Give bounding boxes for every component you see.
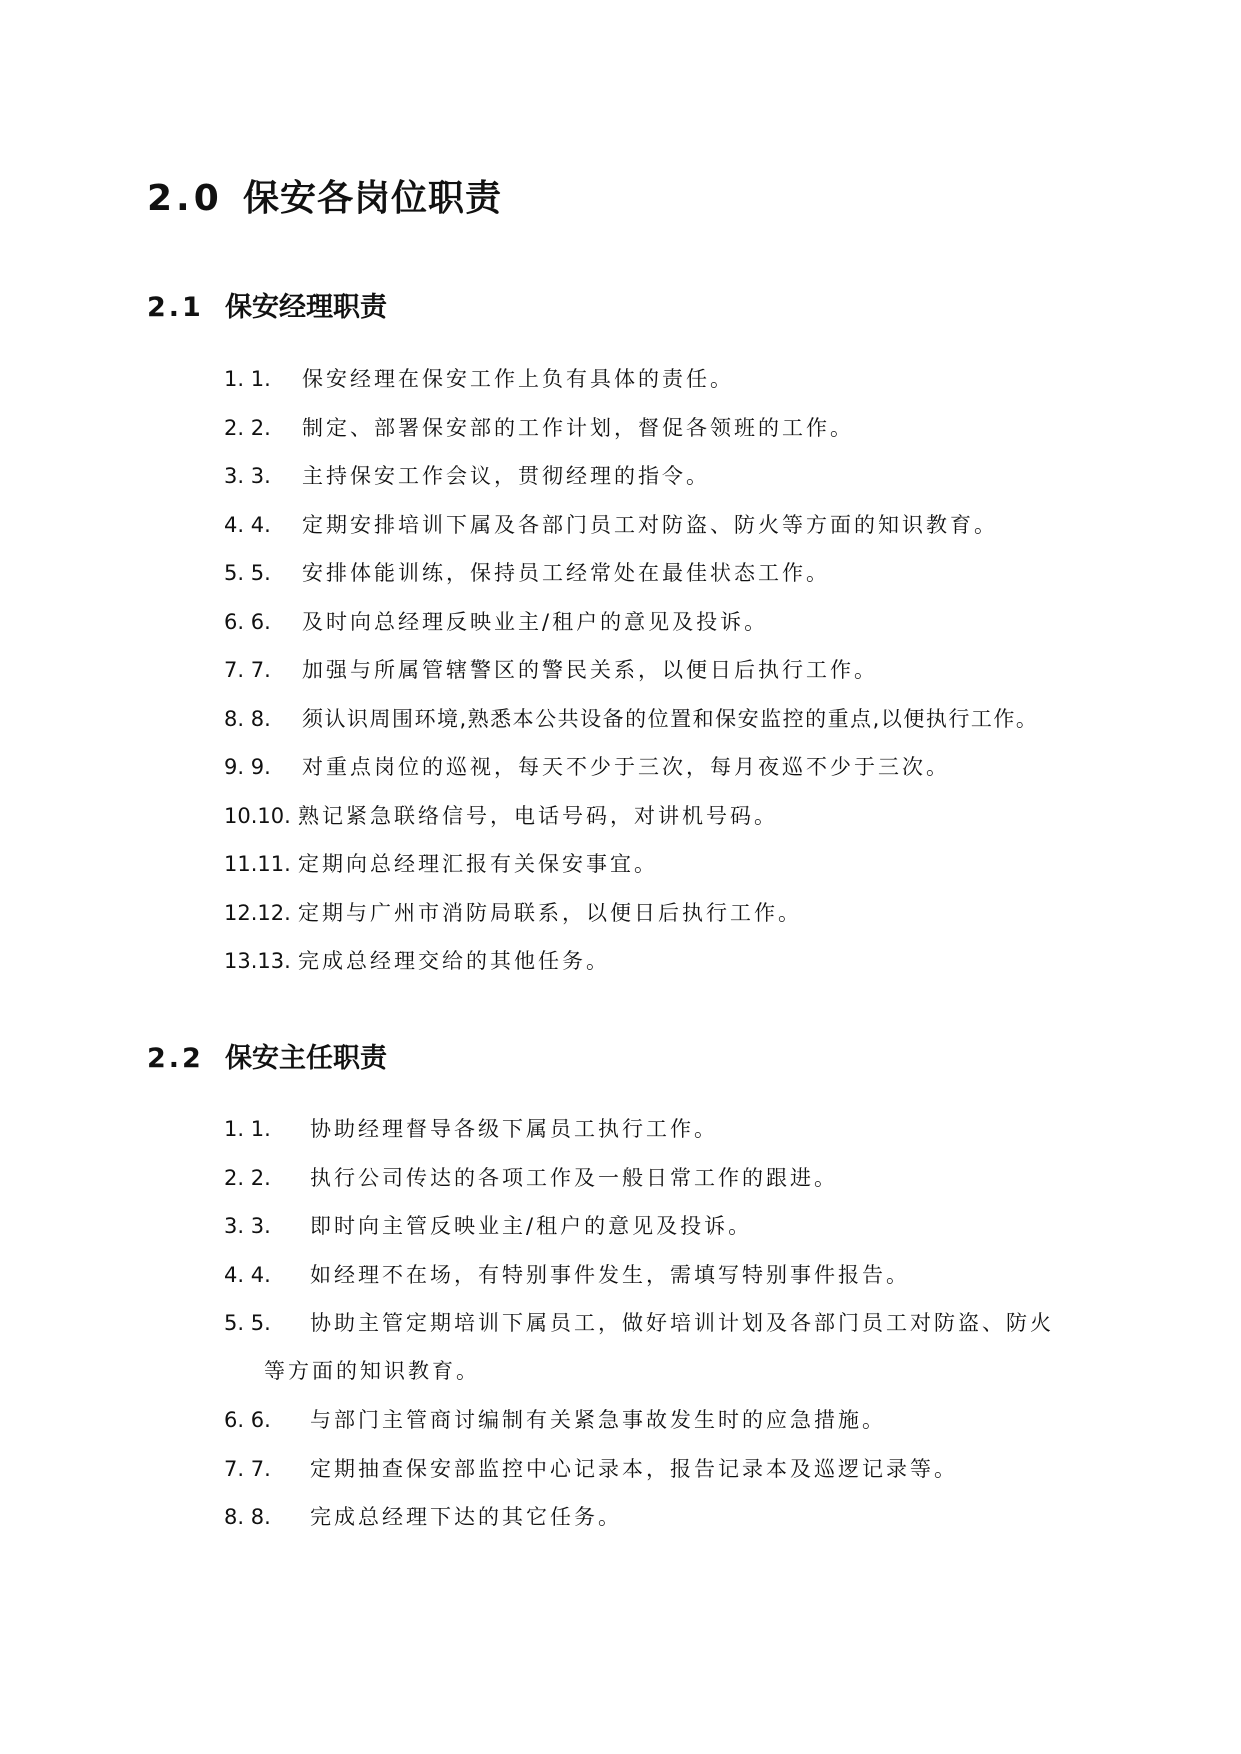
list-item-marker: 2. 2. (224, 415, 271, 440)
list-item-marker: 3. 3. (224, 464, 271, 488)
list-item-marker: 8. 8. (224, 706, 271, 731)
list-item-marker: 9. 9. (224, 755, 271, 779)
list-item-text: 执行公司传达的各项工作及一般日常工作的跟进。 (310, 1165, 838, 1190)
section-heading-text: 保安经理职责 (225, 292, 387, 323)
list-item-text: 及时向总经理反映业主/租户的意见及投诉。 (302, 609, 769, 634)
list-item (224, 1503, 1054, 1552)
list-item-marker: 5. 5. (224, 1311, 271, 1335)
list-item-text: 定期安排培训下属及各部门员工对防盗、防火等方面的知识教育。 (302, 512, 998, 537)
section-number: 2.2 (147, 1043, 204, 1074)
list-item-marker: 12.12. (224, 900, 291, 925)
list-item-text: 如经理不在场，有特别事件发生，需填写特别事件报告。 (310, 1262, 910, 1287)
list-item (224, 802, 1038, 851)
list-item-marker: 6. 6. (224, 609, 271, 634)
list-item-marker: 6. 6. (224, 1408, 271, 1432)
manager-duties-list (224, 365, 1038, 996)
list-item-text: 安排体能训练，保持员工经常处在最佳状态工作。 (302, 561, 830, 585)
list-item-text: 定期与广州市消防局联系，以便日后执行工作。 (298, 900, 802, 925)
list-item (224, 1115, 1054, 1164)
list-item-marker: 4. 4. (224, 512, 271, 537)
list-item-marker: 5. 5. (224, 561, 271, 585)
list-item (224, 608, 1038, 657)
list-item-text: 熟记紧急联络信号，电话号码，对讲机号码。 (298, 803, 778, 828)
list-item-marker: 7. 7. (224, 1456, 271, 1481)
list-item (224, 850, 1038, 899)
list-item (224, 899, 1038, 948)
list-item-text: 协助主管定期培训下属员工，做好培训计划及各部门员工对防盗、防火 (310, 1311, 1054, 1335)
section-heading-2-1 (147, 290, 387, 326)
list-item-marker: 2. 2. (224, 1165, 271, 1190)
list-item-marker: 3. 3. (224, 1214, 271, 1238)
list-item (224, 511, 1038, 560)
list-item-text: 须认识周围环境,熟悉本公共设备的位置和保安监控的重点,以便执行工作。 (302, 706, 1039, 731)
list-item-text: 主持保安工作会议，贯彻经理的指令。 (302, 464, 710, 488)
list-item-marker: 1. 1. (224, 1117, 271, 1141)
list-item-text: 对重点岗位的巡视，每天不少于三次，每月夜巡不少于三次。 (302, 755, 950, 779)
list-item-marker: 7. 7. (224, 658, 271, 682)
list-item-text: 加强与所属管辖警区的警民关系，以便日后执行工作。 (302, 658, 878, 682)
list-item-text: 即时向主管反映业主/租户的意见及投诉。 (310, 1214, 753, 1238)
list-item-text: 协助经理督导各级下属员工执行工作。 (310, 1117, 718, 1141)
list-item (224, 1309, 1054, 1406)
page-title (147, 176, 502, 222)
list-item-text: 定期抽查保安部监控中心记录本，报告记录本及巡逻记录等。 (310, 1456, 958, 1481)
list-item (224, 1406, 1054, 1455)
list-item-marker: 11.11. (224, 852, 291, 876)
list-item (224, 705, 1038, 754)
list-item-text-continued: 等方面的知识教育。 (264, 1359, 480, 1383)
list-item-text: 制定、部署保安部的工作计划，督促各领班的工作。 (302, 415, 854, 440)
list-item (224, 1212, 1054, 1261)
list-item (224, 1261, 1054, 1310)
list-item-marker: 10.10. (224, 803, 291, 828)
supervisor-duties-list (224, 1115, 1054, 1552)
section-heading-text: 保安主任职责 (225, 1043, 387, 1074)
list-item (224, 559, 1038, 608)
list-item (224, 1455, 1054, 1504)
list-item (224, 753, 1038, 802)
list-item (224, 1164, 1054, 1213)
list-item-marker: 8. 8. (224, 1505, 271, 1529)
list-item (224, 414, 1038, 463)
page-title-number: 2.0 (147, 178, 223, 219)
section-heading-2-2 (147, 1041, 387, 1077)
list-item-text: 与部门主管商讨编制有关紧急事故发生时的应急措施。 (310, 1408, 886, 1432)
list-item-text: 定期向总经理汇报有关保安事宜。 (298, 852, 658, 876)
page-title-text: 保安各岗位职责 (243, 178, 503, 219)
list-item-marker: 1. 1. (224, 367, 271, 391)
list-item (224, 365, 1038, 414)
list-item-text: 保安经理在保安工作上负有具体的责任。 (302, 367, 734, 391)
list-item (224, 947, 1038, 996)
section-number: 2.1 (147, 292, 204, 323)
list-item-text: 完成总经理下达的其它任务。 (310, 1505, 622, 1529)
list-item-marker: 13.13. (224, 949, 291, 973)
list-item (224, 656, 1038, 705)
list-item (224, 462, 1038, 511)
list-item-text: 完成总经理交给的其他任务。 (298, 949, 610, 973)
list-item-marker: 4. 4. (224, 1262, 271, 1287)
